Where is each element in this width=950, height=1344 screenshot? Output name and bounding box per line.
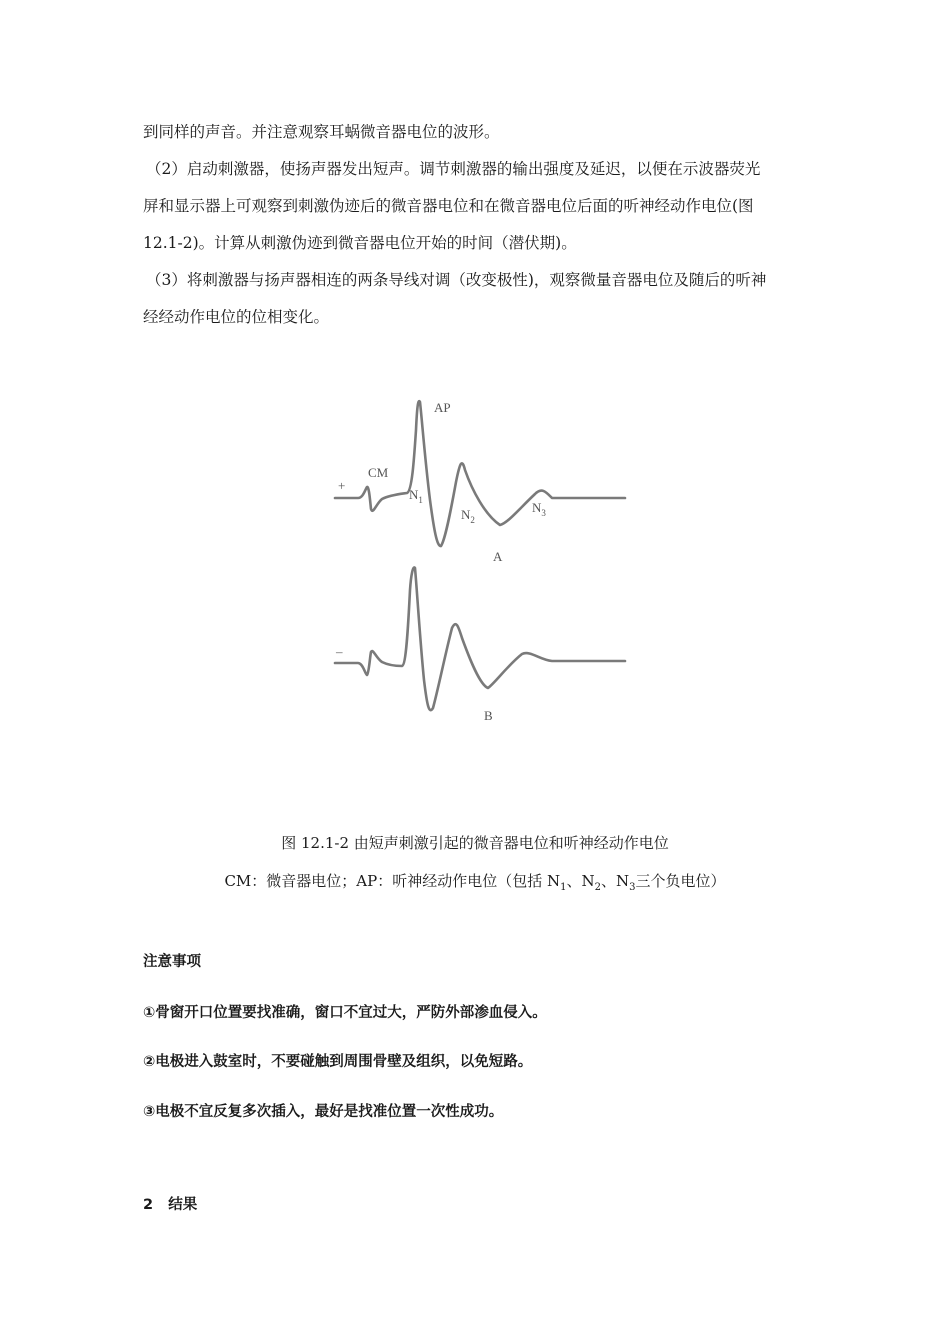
figure-caption-legend xyxy=(0,870,950,893)
paragraph-line: （2）启动刺激器，使扬声器发出短声。调节刺激器的输出强度及延迟，以便在示波器荧光 xyxy=(146,160,761,178)
n3-letter: N xyxy=(532,500,542,515)
notes-heading: 注意事项 xyxy=(143,954,201,970)
caption-legend-text: 三个负电位） xyxy=(635,872,726,890)
trace-b-label: B xyxy=(484,708,493,723)
n1-label xyxy=(409,487,423,505)
caption-sub: 2 xyxy=(594,882,601,893)
caption-legend-text: CM：微音器电位；AP：听神经动作电位（包括 N xyxy=(224,872,561,890)
section-title: 结果 xyxy=(168,1197,198,1213)
n2-label xyxy=(461,507,475,525)
paragraph-2 xyxy=(143,151,813,262)
section-heading xyxy=(143,1193,197,1214)
note-item: ①骨窗开口位置要找准确，窗口不宜过大，严防外部渗血侵入。 xyxy=(143,1005,547,1021)
n1-sub: 1 xyxy=(418,495,423,505)
cm-label: CM xyxy=(368,465,389,480)
paragraph-1 xyxy=(143,114,813,151)
n2-letter: N xyxy=(461,507,471,522)
trace-b-waveform xyxy=(335,567,625,710)
caption-legend-text: 、N xyxy=(601,872,630,890)
n1-letter: N xyxy=(409,487,419,502)
note-item: ②电极进入鼓室时，不要碰触到周围骨壁及组织，以免短路。 xyxy=(143,1054,533,1070)
paragraph-3 xyxy=(143,262,813,336)
paragraph-line: 12.1-2)。计算从刺激伪迹到微音器电位开始的时间（潜伏期)。 xyxy=(143,234,577,252)
n2-sub: 2 xyxy=(470,515,475,525)
n3-label xyxy=(532,500,546,518)
caption-sub: 3 xyxy=(629,882,636,893)
paragraph-line: 到同样的声音。并注意观察耳蜗微音器电位的波形。 xyxy=(143,123,500,141)
trace-a-polarity: + xyxy=(338,478,346,493)
n3-sub: 3 xyxy=(541,508,546,518)
trace-a-label: A xyxy=(493,549,503,564)
ap-label: AP xyxy=(434,400,451,415)
waveform-figure xyxy=(330,390,630,730)
paragraph-line: （3）将刺激器与扬声器相连的两条导线对调（改变极性)，观察微量音器电位及随后的听神 xyxy=(146,271,767,289)
caption-legend-text: 、N xyxy=(566,872,595,890)
section-number: 2 xyxy=(143,1197,154,1213)
caption-sub: 1 xyxy=(560,882,567,893)
trace-b-polarity: – xyxy=(336,644,343,659)
paragraph-line: 屏和显示器上可观察到刺激伪迹后的微音器电位和在微音器电位后面的听神经动作电位(图 xyxy=(143,197,754,215)
note-item: ③电极不宜反复多次插入，最好是找准位置一次性成功。 xyxy=(143,1104,504,1120)
figure-caption-title: 图 12.1-2 由短声刺激引起的微音器电位和听神经动作电位 xyxy=(281,834,669,852)
paragraph-line: 经经动作电位的位相变化。 xyxy=(143,308,330,326)
